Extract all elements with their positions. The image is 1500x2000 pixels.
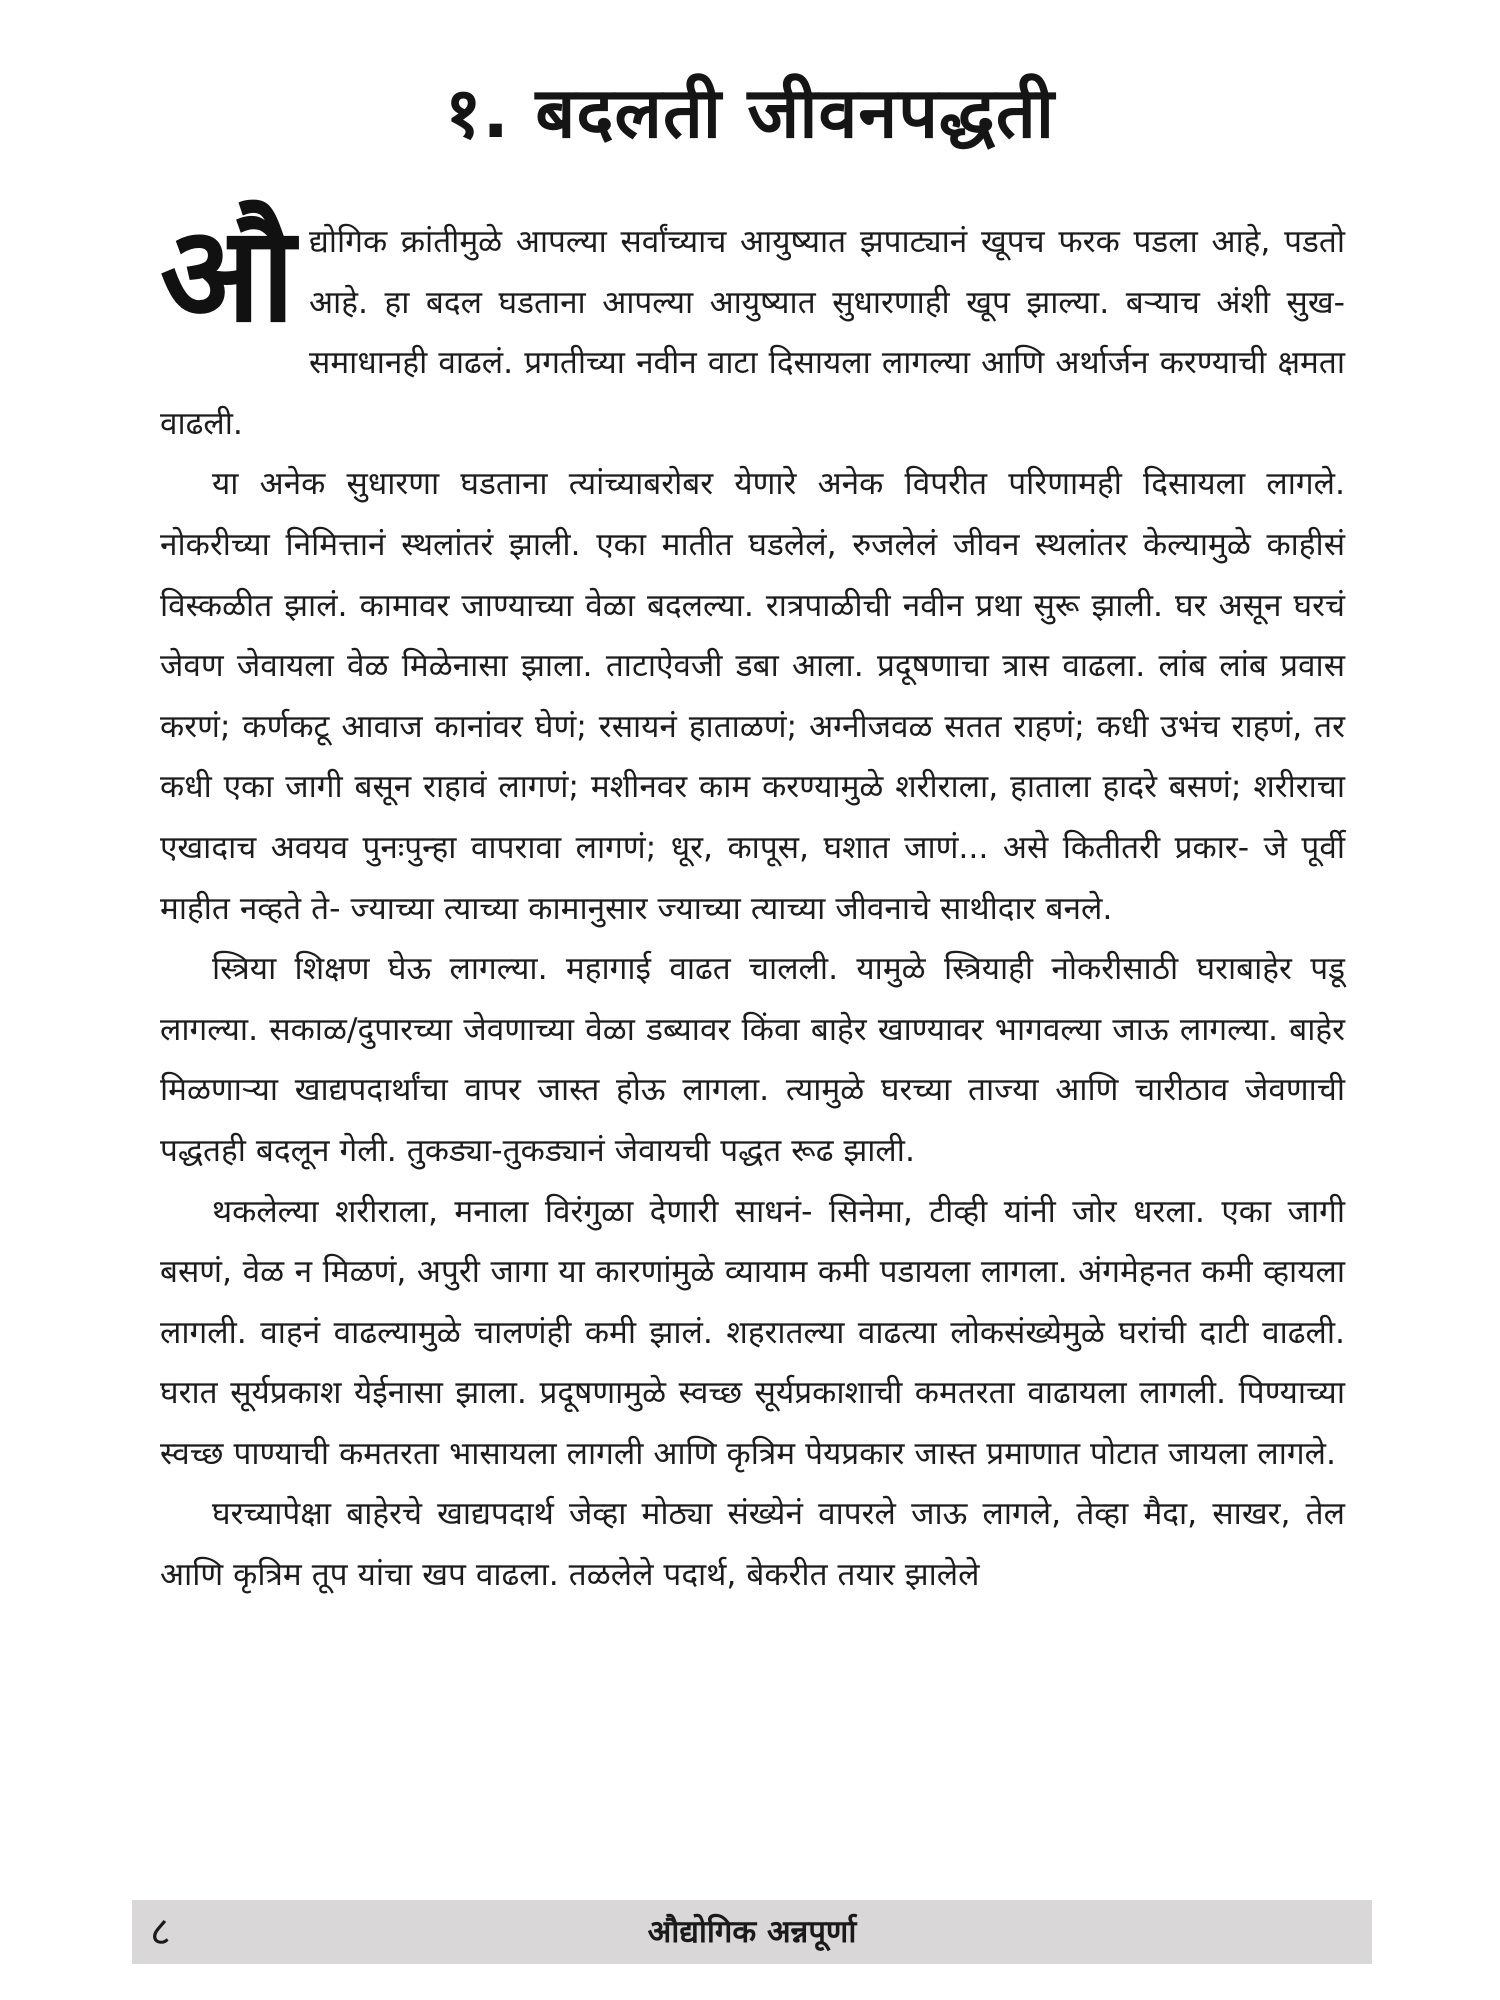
chapter-body <box>160 198 1345 1606</box>
paragraph-4: थकलेल्या शरीराला, मनाला विरंगुळा देणारी साधनं- सिनेमा, टीव्ही यांनी जोर धरला. एका जागी बसणं, वेळ न मिळणं, अपुरी जागा या कारणांमुळे व्यायाम कमी पडायला लागला. अंगमेहनत कमी व्हायला लागली. वाहनं वाढल्यामुळे चालणंही कमी झालं. शहरातल्या वाढत्या लोकसंख्येमुळे घरांची दाटी वाढली. घरात सूर्यप्रकाश येईनासा झाला. प्रदूषणामुळे स्वच्छ सूर्यप्रकाशाची कमतरता वाढायला लागली. पिण्याच्या स्वच्छ पाण्याची कमतरता भासायला लागली आणि कृत्रिम पेयप्रकार जास्त प्रमाणात पोटात जायला लागले. <box>160 1193 1345 1472</box>
paragraph-1-text: द्योगिक क्रांतीमुळे आपल्या सर्वांच्याच आयुष्यात झपाट्यानं खूपच फरक पडला आहे, पडतो आहे. हा बदल घडताना आपल्या आयुष्यात सुधारणाही खूप झाल्या. बऱ्याच अंशी सुख-समाधानही वाढलं. प्रगतीच्या नवीन वाटा दिसायला लागल्या आणि अर्थार्जन करण्याची क्षमता वाढली. <box>160 224 1345 442</box>
chapter-title: १. बदलती जीवनपद्धती <box>445 72 1055 154</box>
page-number: ८ <box>150 1909 171 1955</box>
running-book-title: औद्योगिक अन्नपूर्णा <box>647 1914 857 1950</box>
paragraph-2: या अनेक सुधारणा घडताना त्यांच्याबरोबर येणारे अनेक विपरीत परिणामही दिसायला लागले. नोकरीच्या निमित्तानं स्थलांतरं झाली. एका मातीत घडलेलं, रुजलेलं जीवन स्थलांतर केल्यामुळे काहीसं विस्कळीत झालं. कामावर जाण्याच्या वेळा बदलल्या. रात्रपाळीची नवीन प्रथा सुरू झाली. घर असून घरचं जेवण जेवायला वेळ मिळेनासा झाला. ताटाऐवजी डबा आला. प्रदूषणाचा त्रास वाढला. लांब लांब प्रवास करणं; कर्णकटू आवाज कानांवर घेणं; रसायनं हाताळणं; अग्नीजवळ सतत राहणं; कधी उभंच राहणं, तर कधी एका जागी बसून राहावं लागणं; मशीनवर काम करण्यामुळे शरीराला, हाताला हादरे बसणं; शरीराचा एखादाच अवयव पुनःपुन्हा वापरावा लागणं; धूर, कापूस, घशात जाणं... असे कितीतरी प्रकार- जे पूर्वी माहीत नव्हते ते- ज्याच्या त्याच्या कामानुसार ज्याच्या त्याच्या जीवनाचे साथीदार बनले. <box>160 466 1345 927</box>
paragraph-5: घरच्यापेक्षा बाहेरचे खाद्यपदार्थ जेव्हा मोठ्या संख्येनं वापरले जाऊ लागले, तेव्हा मैदा, साखर, तेल आणि कृत्रिम तूप यांचा खप वाढला. तळलेले पदार्थ, बेकरीत तयार झालेले <box>160 1496 1345 1594</box>
paragraph-3: स्त्रिया शिक्षण घेऊ लागल्या. महागाई वाढत चालली. यामुळे स्त्रियाही नोकरीसाठी घराबाहेर पडू लागल्या. सकाळ/दुपारच्या जेवणाच्या वेळा डब्यावर किंवा बाहेर खाण्यावर भागवल्या जाऊ लागल्या. बाहेर मिळणाऱ्या खाद्यपदार्थांचा वापर जास्त होऊ लागला. त्यामुळे घरच्या ताज्या आणि चारीठाव जेवणाची पद्धतही बदलून गेली. तुकड्या-तुकड्यानं जेवायची पद्धत रूढ झाली. <box>160 951 1345 1169</box>
page-footer <box>132 1900 1372 1964</box>
paragraph-1 <box>160 198 1345 454</box>
drop-cap: औ <box>160 198 296 352</box>
